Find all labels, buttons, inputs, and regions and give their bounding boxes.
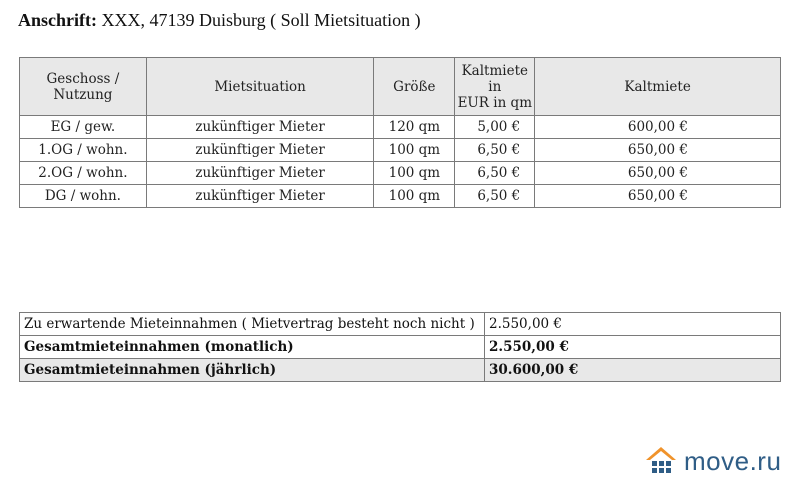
watermark-text: move.ru [684,445,782,476]
cell-rent: 650,00 € [535,139,781,162]
yearly-total-value: 30.600,00 € [485,359,781,382]
cell-floor: 1.OG / wohn. [20,139,147,162]
summary-row-monthly [20,336,781,359]
cell-situation: zukünftiger Mieter [146,116,374,139]
cell-rent: 650,00 € [535,185,781,208]
table-row [20,116,781,139]
expected-income-label: Zu erwartende Mieteinnahmen ( Mietvertrag besteht noch nicht ) [20,313,485,336]
cell-situation: zukünftiger Mieter [146,139,374,162]
cell-size: 100 qm [374,185,455,208]
col-header-rent-per-sqm: Kaltmiete in EUR in qm [455,58,535,116]
cell-size: 100 qm [374,139,455,162]
table-row [20,185,781,208]
cell-rent-per-sqm: 5,00 € [455,116,535,139]
summary-row-yearly [20,359,781,382]
rent-table [19,57,781,208]
rent-table-header-row [20,58,781,116]
watermark-logo [644,441,781,481]
cell-situation: zukünftiger Mieter [146,185,374,208]
table-row [20,139,781,162]
col-header-situation: Mietsituation [146,58,374,116]
cell-rent-per-sqm: 6,50 € [455,185,535,208]
address-label: Anschrift: [18,10,97,30]
cell-size: 120 qm [374,116,455,139]
address-text: XXX, 47139 Duisburg ( Soll Mietsituation ) [97,10,421,30]
summary-table [19,312,781,382]
cell-rent: 600,00 € [535,116,781,139]
yearly-total-label: Gesamtmieteinnahmen (jährlich) [20,359,485,382]
document-header [18,10,421,31]
col-header-size: Größe [374,58,455,116]
cell-floor: EG / gew. [20,116,147,139]
monthly-total-label: Gesamtmieteinnahmen (monatlich) [20,336,485,359]
monthly-total-value: 2.550,00 € [485,336,781,359]
col-header-rent: Kaltmiete [535,58,781,116]
cell-rent-per-sqm: 6,50 € [455,139,535,162]
cell-floor: 2.OG / wohn. [20,162,147,185]
col-header-floor: Geschoss / Nutzung [20,58,147,116]
expected-income-value: 2.550,00 € [485,313,781,336]
cell-rent: 650,00 € [535,162,781,185]
house-logo-icon [644,444,678,478]
cell-situation: zukünftiger Mieter [146,162,374,185]
summary-row-expected [20,313,781,336]
table-row [20,162,781,185]
cell-floor: DG / wohn. [20,185,147,208]
cell-size: 100 qm [374,162,455,185]
cell-rent-per-sqm: 6,50 € [455,162,535,185]
